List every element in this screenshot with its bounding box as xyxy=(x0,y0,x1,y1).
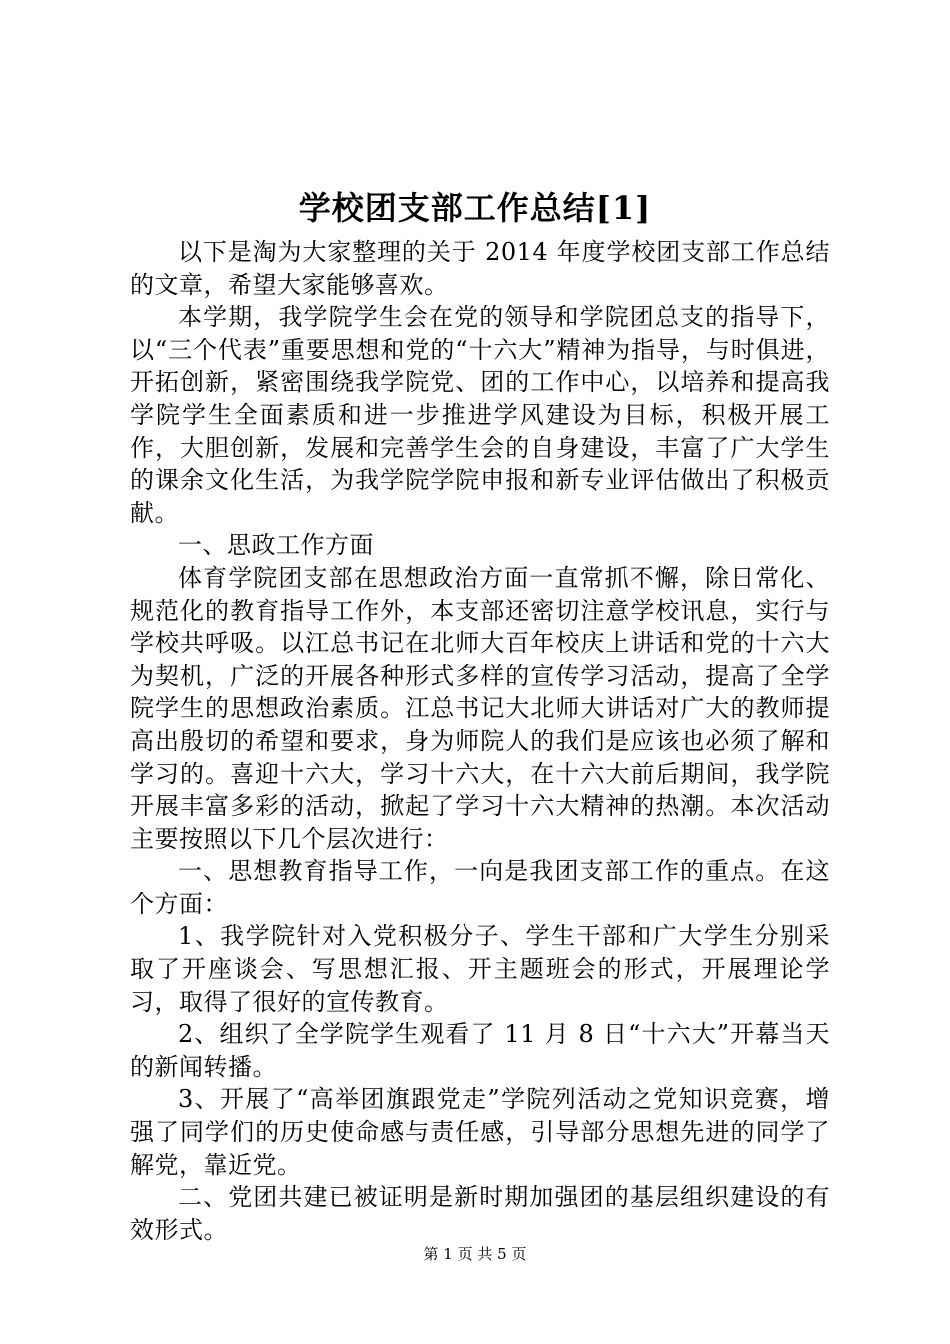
paragraph-education-guidance: 一、思想教育指导工作，一向是我团支部工作的重点。在这个方面： xyxy=(130,857,830,918)
section-heading-ideology: 一、思政工作方面 xyxy=(178,531,374,560)
list-item-3: 3、开展了“高举团旗跟党走”学院列活动之党知识竞赛，增强了同学们的历史使命感与责任感，引导部分思想先进的同学了解党，靠近党。 xyxy=(130,1085,830,1179)
paragraph-ideology-work: 体育学院团支部在思想政治方面一直常抓不懈，除日常化、规范化的教育指导工作外，本支部还密切注意学校讯息，实行与学校共呼吸。以江总书记在北师大百年校庆上讲话和党的十六大为契机，广泛的开展各种形式多样的宣传学习活动，提高了全学院学生的思想政治素质。江总书记大北师大讲话对广大的教师提高出殷切的希望和要求，身为师院人的我们是应该也必须了解和学习的。喜迎十六大，学习十六大，在十六大前后期间，我学院开展丰富多彩的活动，掀起了学习十六大精神的热潮。本次活动主要按照以下几个层次进行： xyxy=(130,563,830,853)
document-body xyxy=(130,236,830,1246)
page-number-footer: 第 1 页 共 5 页 xyxy=(423,1245,527,1263)
paragraph-overview: 本学期，我学院学生会在党的领导和学院团总支的指导下，以“三个代表”重要思想和党的“十六大”精神为指导，与时俱进，开拓创新，紧密围绕我学院党、团的工作中心，以培养和提高我学院学生全面素质和进一步推进学风建设为目标，积极开展工作，大胆创新，发展和完善学生会的自身建设，丰富了广大学生的课余文化生活，为我学院学院申报和新专业评估做出了积极贡献。 xyxy=(130,303,830,527)
paragraph-party-league: 二、党团共建已被证明是新时期加强团的基层组织建设的有效形式。 xyxy=(130,1183,830,1244)
list-item-1: 1、我学院针对入党积极分子、学生干部和广大学生分别采取了开座谈会、写思想汇报、开主题班会的形式，开展理论学习，取得了很好的宣传教育。 xyxy=(130,922,830,1016)
list-item-2: 2、组织了全学院学生观看了 11 月 8 日“十六大”开幕当天的新闻转播。 xyxy=(130,1020,830,1081)
document-title: 学校团支部工作总结[1] xyxy=(298,189,652,227)
paragraph-intro: 以下是淘为大家整理的关于 2014 年度学校团支部工作总结的文章，希望大家能够喜欢。 xyxy=(130,238,830,299)
